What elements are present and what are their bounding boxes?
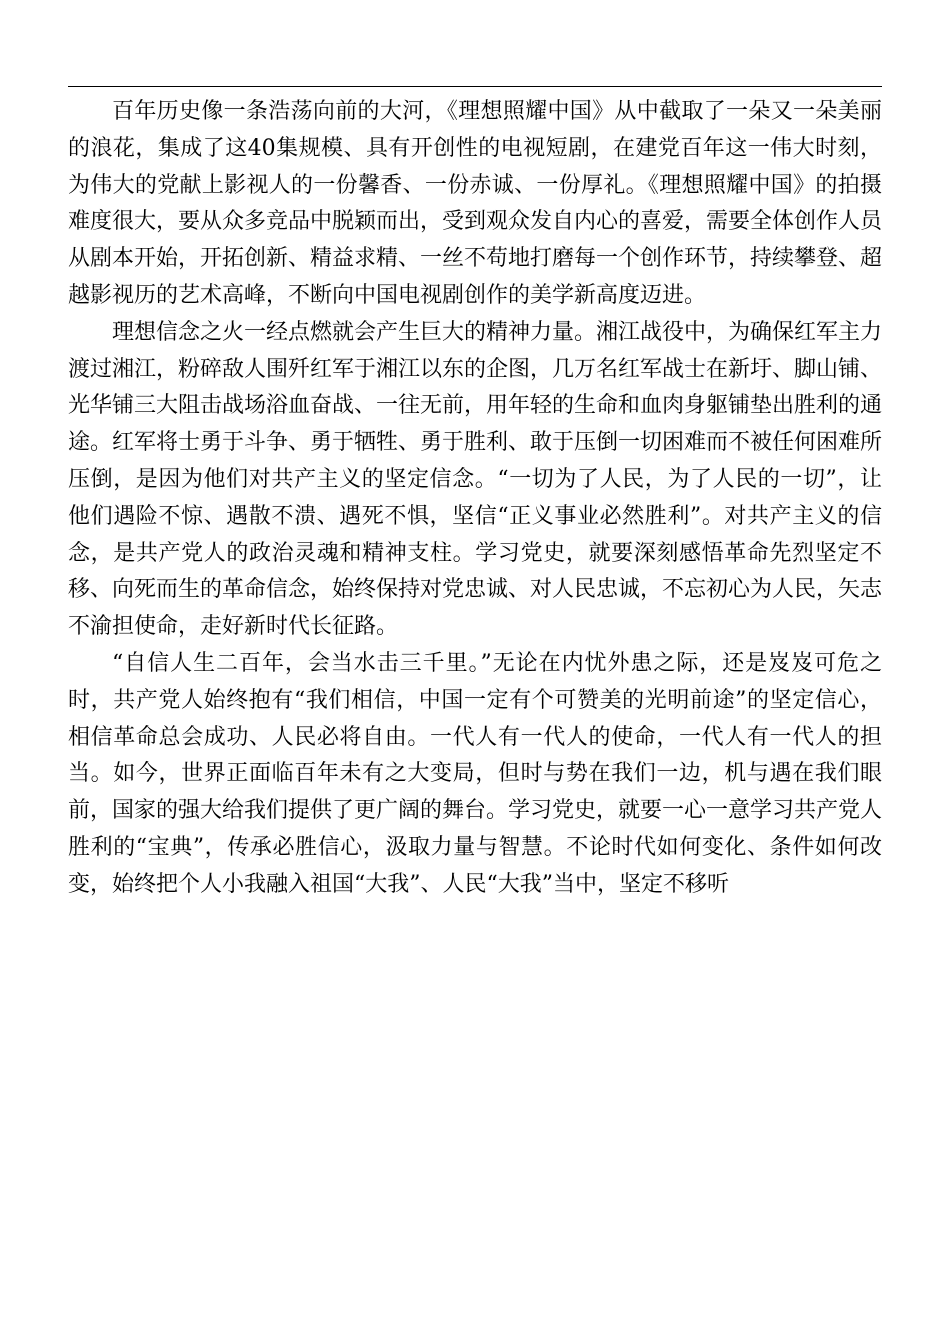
header-rule [68,86,882,87]
document-body [68,94,882,904]
paragraph-2: 理想信念之火一经点燃就会产生巨大的精神力量。湘江战役中，为确保红军主力渡过湘江，粉碎敌人围歼红军于湘江以东的企图，几万名红军战士在新圩、脚山铺、光华铺三大阻击战场浴血奋战、一往无前，用年轻的生命和血肉身躯铺垫出胜利的通途。红军将士勇于斗争、勇于牺牲、勇于胜利、敢于压倒一切困难而不被任何困难所压倒，是因为他们对共产主义的坚定信念。“一切为了人民，为了人民的一切”，让他们遇险不惊、遇散不溃、遇死不惧，坚信“正义事业必然胜利”。对共产主义的信念，是共产党人的政治灵魂和精神支柱。学习党史，就要深刻感悟革命先烈坚定不移、向死而生的革命信念，始终保持对党忠诚、对人民忠诚，不忘初心为人民，矢志不渝担使命，走好新时代长征路。 [68,319,883,640]
paragraph-1: 百年历史像一条浩荡向前的大河，《理想照耀中国》从中截取了一朵又一朵美丽的浪花，集成了这40集规模、具有开创性的电视短剧，在建党百年这一伟大时刻，为伟大的党献上影视人的一份馨香、一份赤诚、一份厚礼。《理想照耀中国》的拍摄难度很大，要从众多竞品中脱颖而出，受到观众发自内心的喜爱，需要全体创作人员从剧本开始，开拓创新、精益求精、一丝不苟地打磨每一个创作环节，持续攀登、超越影视历的艺术高峰，不断向中国电视剧创作的美学新高度迈进。 [68,99,883,308]
paragraph-3: “自信人生二百年，会当水击三千里。”无论在内忧外患之际，还是岌岌可危之时，共产党人始终抱有“我们相信，中国一定有个可赞美的光明前途”的坚定信心，相信革命总会成功、人民必将自由。一代人有一代人的使命，一代人有一代人的担当。如今，世界正面临百年未有之大变局，但时与势在我们一边，机与遇在我们眼前，国家的强大给我们提供了更广阔的舞台。学习党史，就要一心一意学习共产党人胜利的“宝典”，传承必胜信心，汲取力量与智慧。不论时代如何变化、条件如何改变，始终把个人小我融入祖国“大我”、人民“大我”当中，坚定不移听 [68,650,883,897]
